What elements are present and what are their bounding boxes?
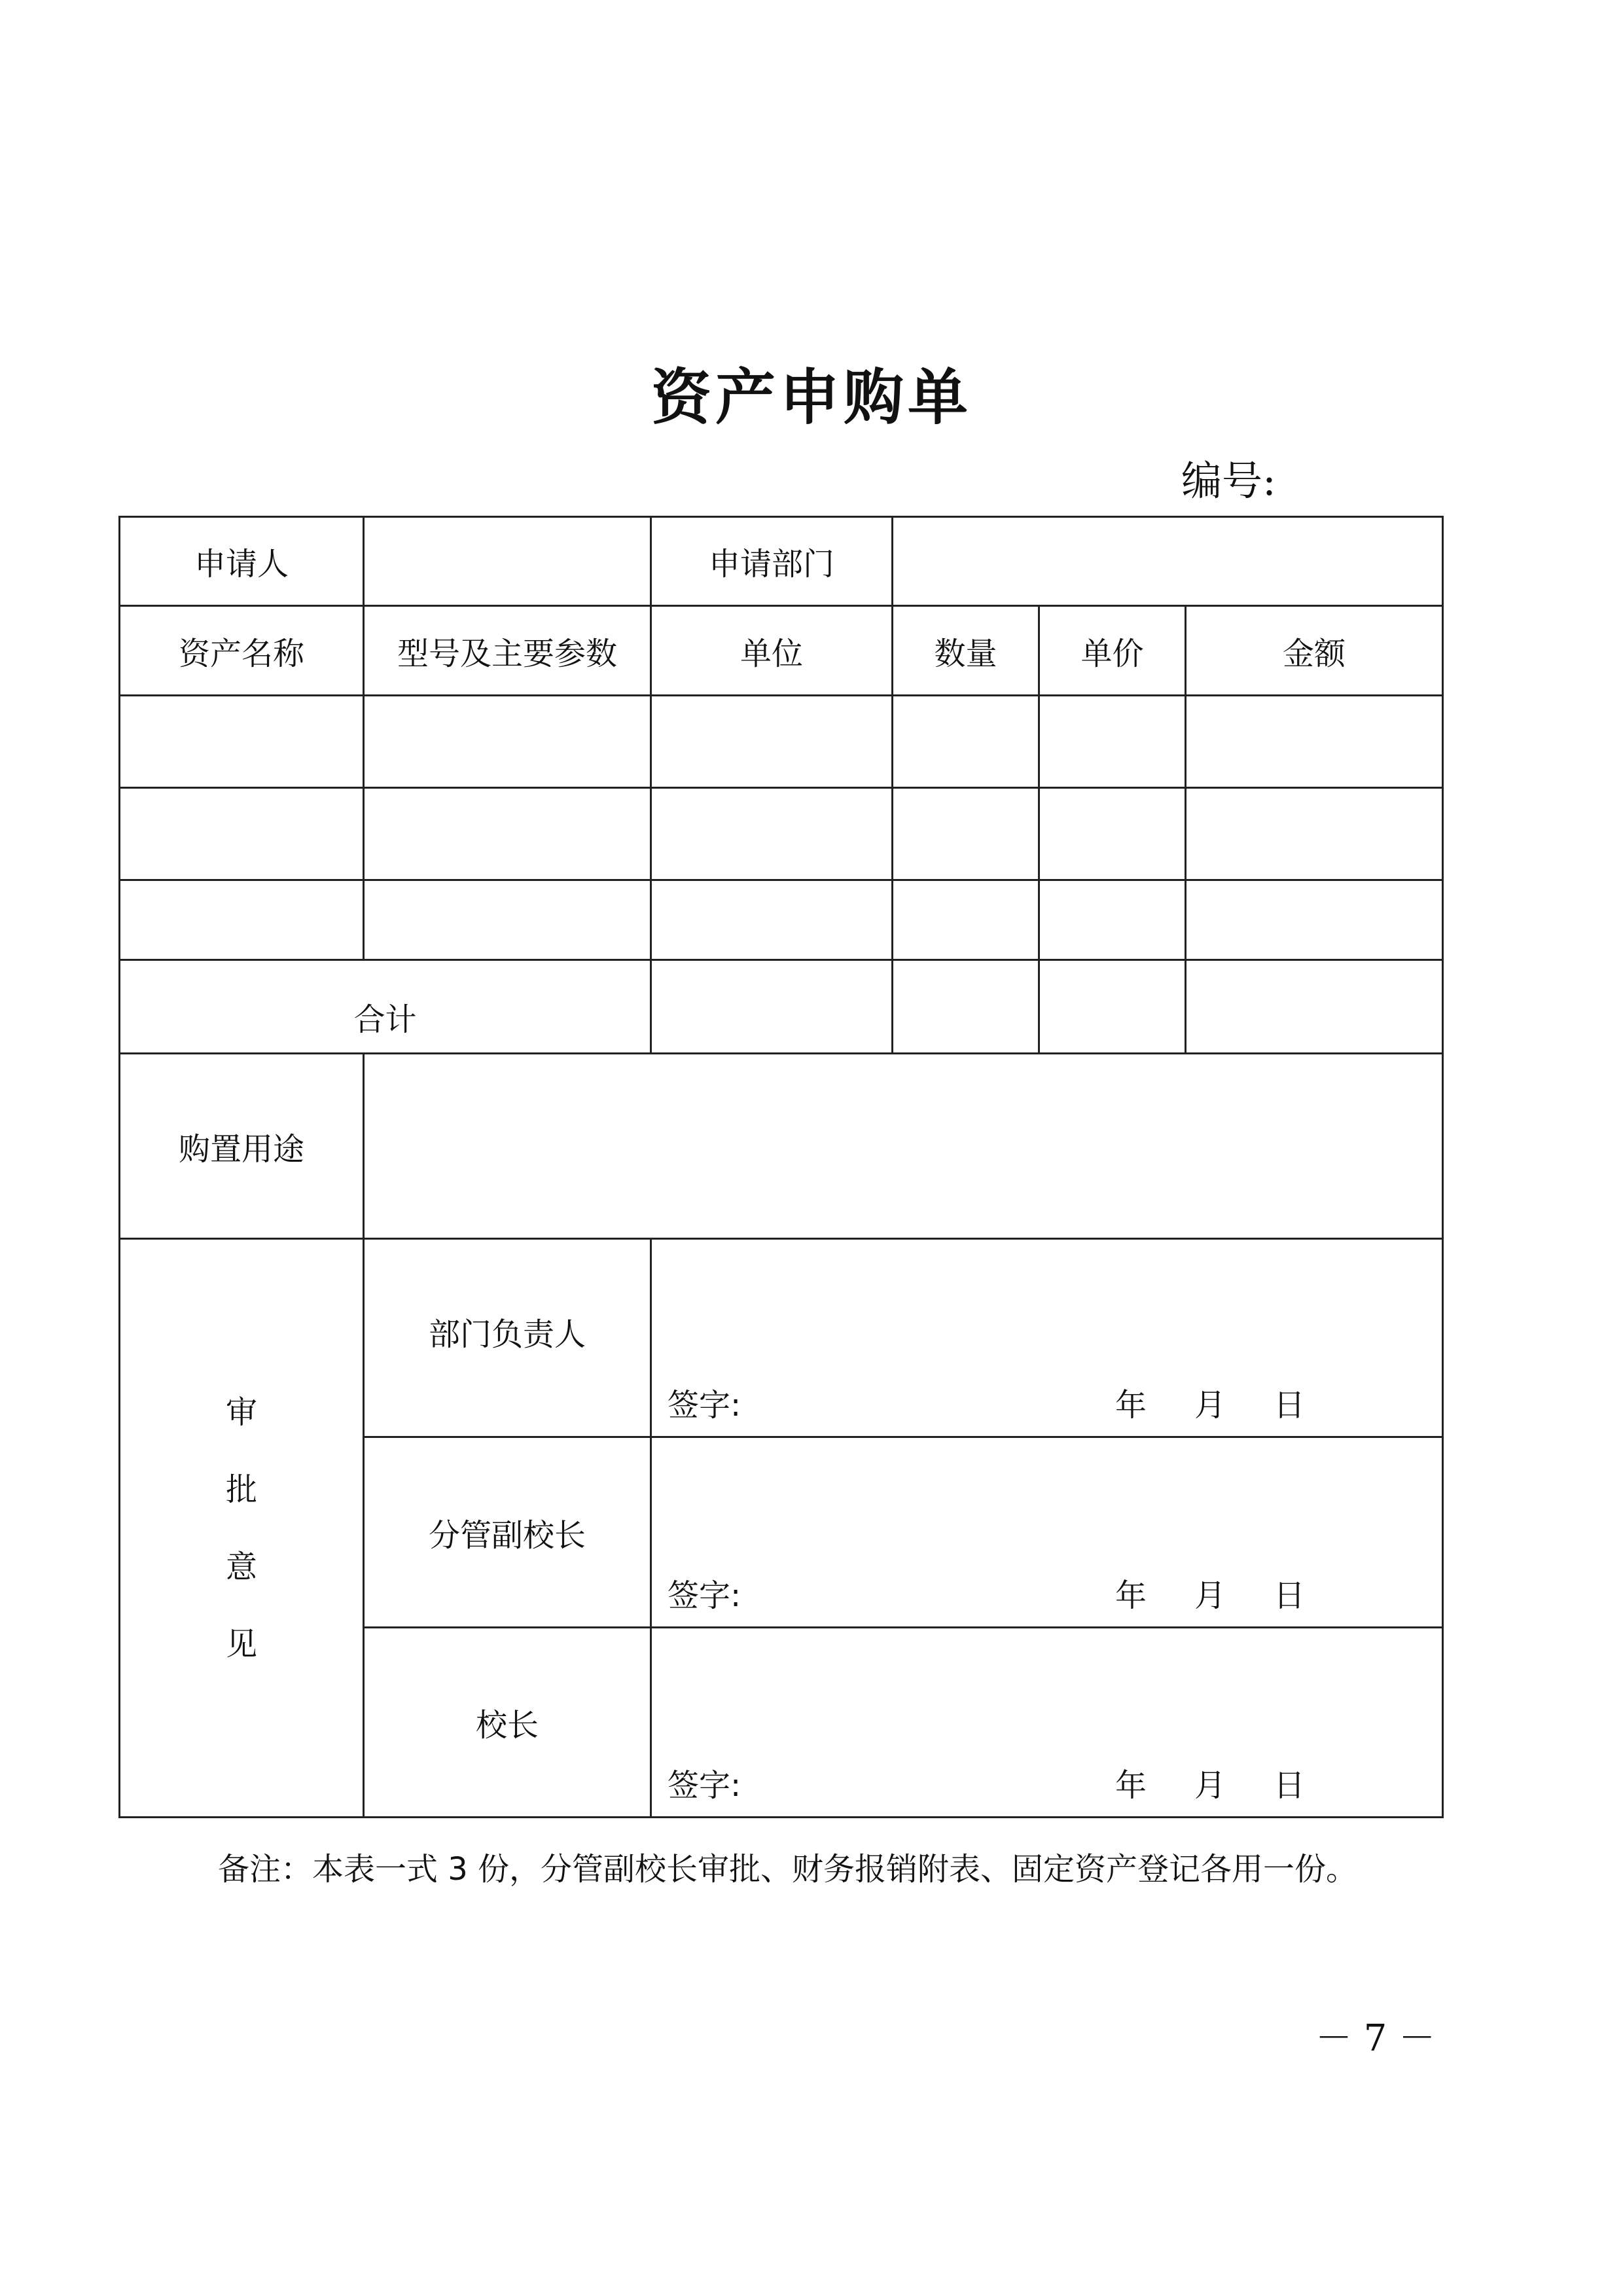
day-label: 日 — [1274, 1387, 1306, 1424]
col-header-amount: 金额 — [1186, 606, 1443, 696]
model-params-cell[interactable] — [364, 788, 651, 880]
serial-number-label: 编号: — [1181, 457, 1276, 505]
quantity-cell[interactable] — [893, 880, 1039, 960]
unit-price-cell[interactable] — [1039, 788, 1186, 880]
model-params-cell[interactable] — [364, 696, 651, 788]
year-label: 年 — [1115, 1387, 1147, 1424]
col-header-quantity: 数量 — [893, 606, 1039, 696]
signature-label: 签字: — [668, 1767, 741, 1804]
year-label: 年 — [1115, 1767, 1147, 1804]
asset-name-cell[interactable] — [120, 696, 364, 788]
col-header-asset-name: 资产名称 — [120, 606, 364, 696]
model-params-cell[interactable] — [364, 880, 651, 960]
applicant-row — [120, 517, 1443, 606]
signature-label: 签字: — [668, 1577, 741, 1614]
role-label-department-head: 部门负责人 — [364, 1239, 651, 1437]
quantity-cell[interactable] — [893, 696, 1039, 788]
year-label: 年 — [1115, 1577, 1147, 1614]
purpose-label: 购置用途 — [120, 1054, 364, 1239]
asset-name-cell[interactable] — [120, 880, 364, 960]
total-row — [120, 960, 1443, 1054]
day-label: 日 — [1274, 1577, 1306, 1614]
department-label: 申请部门 — [651, 517, 893, 606]
table-row — [120, 696, 1443, 788]
approval-char: 见 — [225, 1625, 257, 1662]
amount-cell[interactable] — [1186, 788, 1443, 880]
applicant-label: 申请人 — [120, 517, 364, 606]
month-label: 月 — [1194, 1577, 1226, 1614]
col-header-unit: 单位 — [651, 606, 893, 696]
approval-vice-principal[interactable] — [651, 1437, 1443, 1628]
table-row — [120, 788, 1443, 880]
month-label: 月 — [1194, 1767, 1226, 1804]
unit-cell[interactable] — [651, 880, 893, 960]
total-label: 合计 — [120, 960, 651, 1054]
signature-label: 签字: — [668, 1387, 741, 1424]
role-label-vice-principal: 分管副校长 — [364, 1437, 651, 1628]
col-header-model-params: 型号及主要参数 — [364, 606, 651, 696]
approval-char: 批 — [225, 1471, 257, 1508]
day-label: 日 — [1274, 1767, 1306, 1804]
unit-price-cell[interactable] — [1039, 696, 1186, 788]
signature-date-line — [668, 1764, 1442, 1807]
approval-row — [120, 1239, 1443, 1437]
approval-principal[interactable] — [651, 1628, 1443, 1818]
approval-char: 审 — [225, 1393, 257, 1431]
amount-cell[interactable] — [1186, 880, 1443, 960]
department-field[interactable] — [893, 517, 1443, 606]
total-amount-cell[interactable] — [1186, 960, 1443, 1054]
purpose-row — [120, 1054, 1443, 1239]
unit-cell[interactable] — [651, 788, 893, 880]
amount-cell[interactable] — [1186, 696, 1443, 788]
form-title: 资产申购单 — [651, 363, 972, 433]
signature-date-line — [668, 1384, 1442, 1427]
table-row — [120, 880, 1443, 960]
signature-date-line — [668, 1574, 1442, 1617]
page-number: － 7 － — [1315, 2017, 1436, 2060]
total-unit-cell[interactable] — [651, 960, 893, 1054]
total-quantity-cell[interactable] — [893, 960, 1039, 1054]
approval-char: 意 — [225, 1548, 257, 1585]
month-label: 月 — [1194, 1387, 1226, 1424]
remark-note: 备注：本表一式 3 份，分管副校长审批、财务报销附表、固定资产登记各用一份。 — [218, 1851, 1358, 1888]
purpose-field[interactable] — [364, 1054, 1443, 1239]
unit-price-cell[interactable] — [1039, 880, 1186, 960]
quantity-cell[interactable] — [893, 788, 1039, 880]
approval-label — [120, 1239, 364, 1818]
column-header-row — [120, 606, 1443, 696]
approval-department-head[interactable] — [651, 1239, 1443, 1437]
asset-name-cell[interactable] — [120, 788, 364, 880]
role-label-principal: 校长 — [364, 1628, 651, 1818]
col-header-unit-price: 单价 — [1039, 606, 1186, 696]
unit-cell[interactable] — [651, 696, 893, 788]
purchase-request-table — [118, 516, 1444, 1818]
applicant-field[interactable] — [364, 517, 651, 606]
total-price-cell[interactable] — [1039, 960, 1186, 1054]
